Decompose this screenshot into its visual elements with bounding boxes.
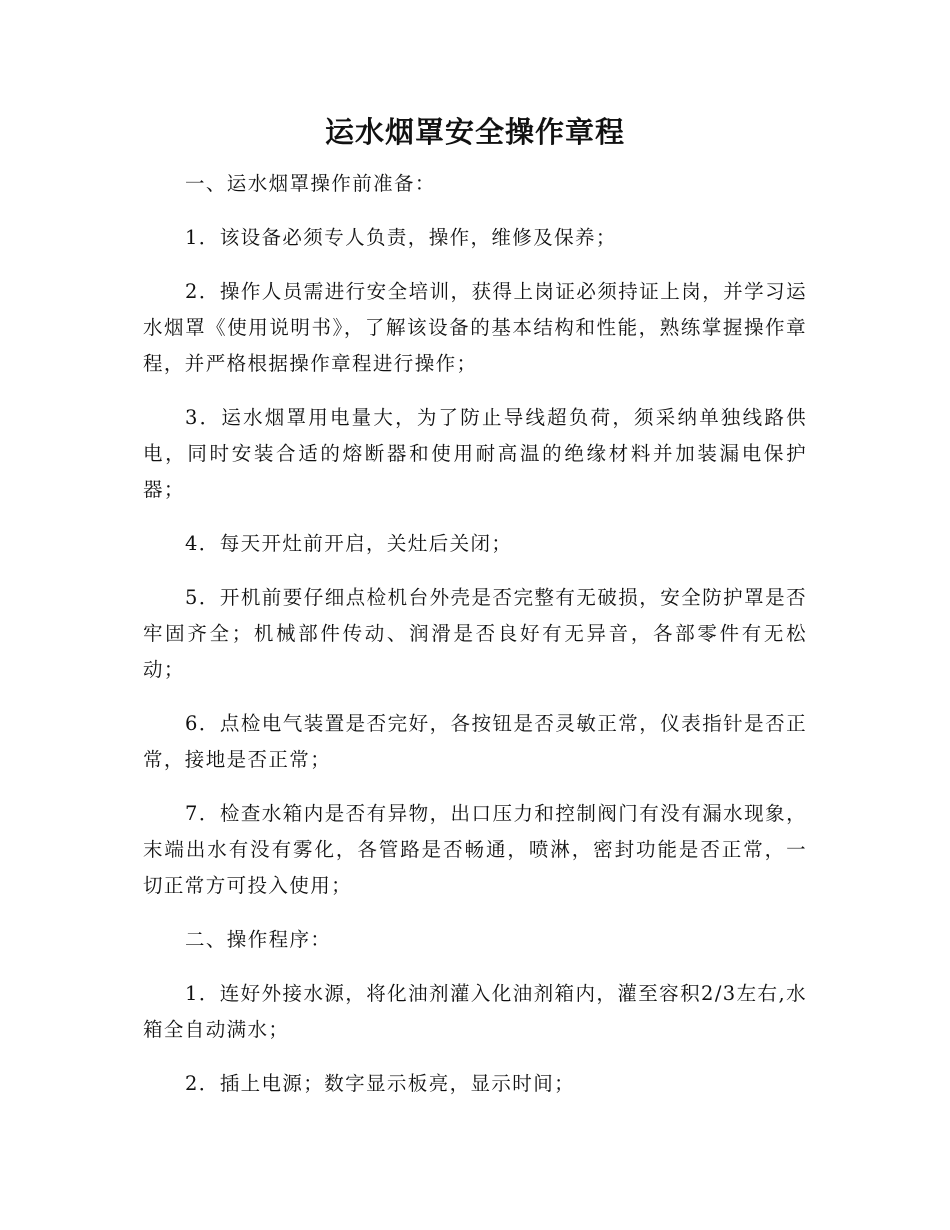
document-title: 运水烟罩安全操作章程 [324, 115, 625, 149]
document-body [143, 166, 807, 1120]
paragraph-item: 4．每天开灶前开启，关灶后关闭； [185, 532, 513, 555]
paragraph-item: 1．连好外接水源，将化油剂灌入化油剂箱内，灌至容积2/3左右,水箱全自动满水； [143, 982, 807, 1041]
section-heading-preparation: 一、运水烟罩操作前准备： [185, 172, 436, 195]
paragraph-item: 1．该设备必须专人负责，操作，维修及保养； [185, 226, 617, 249]
paragraph-item: 2．插上电源；数字显示板亮，显示时间； [185, 1072, 576, 1095]
paragraph-item: 3．运水烟罩用电量大，为了防止导线超负荷，须采纳单独线路供电，同时安装合适的熔断器和使用耐高温的绝缘材料并加装漏电保护器； [143, 406, 807, 501]
section-heading-procedure: 二、操作程序： [185, 928, 332, 951]
paragraph-item: 7．检查水箱内是否有异物，出口压力和控制阀门有没有漏水现象，末端出水有没有雾化，各管路是否畅通，喷淋，密封功能是否正常，一切正常方可投入使用； [143, 802, 807, 897]
paragraph-item: 2．操作人员需进行安全培训，获得上岗证必须持证上岗，并学习运水烟罩《使用说明书》，了解该设备的基本结构和性能，熟练掌握操作章程，并严格根据操作章程进行操作； [143, 280, 807, 375]
paragraph-item: 6．点检电气装置是否完好，各按钮是否灵敏正常，仪表指针是否正常，接地是否正常； [143, 712, 807, 771]
paragraph-item: 5．开机前要仔细点检机台外壳是否完整有无破损，安全防护罩是否牢固齐全；机械部件传动、润滑是否良好有无异音，各部零件有无松动； [143, 586, 807, 681]
